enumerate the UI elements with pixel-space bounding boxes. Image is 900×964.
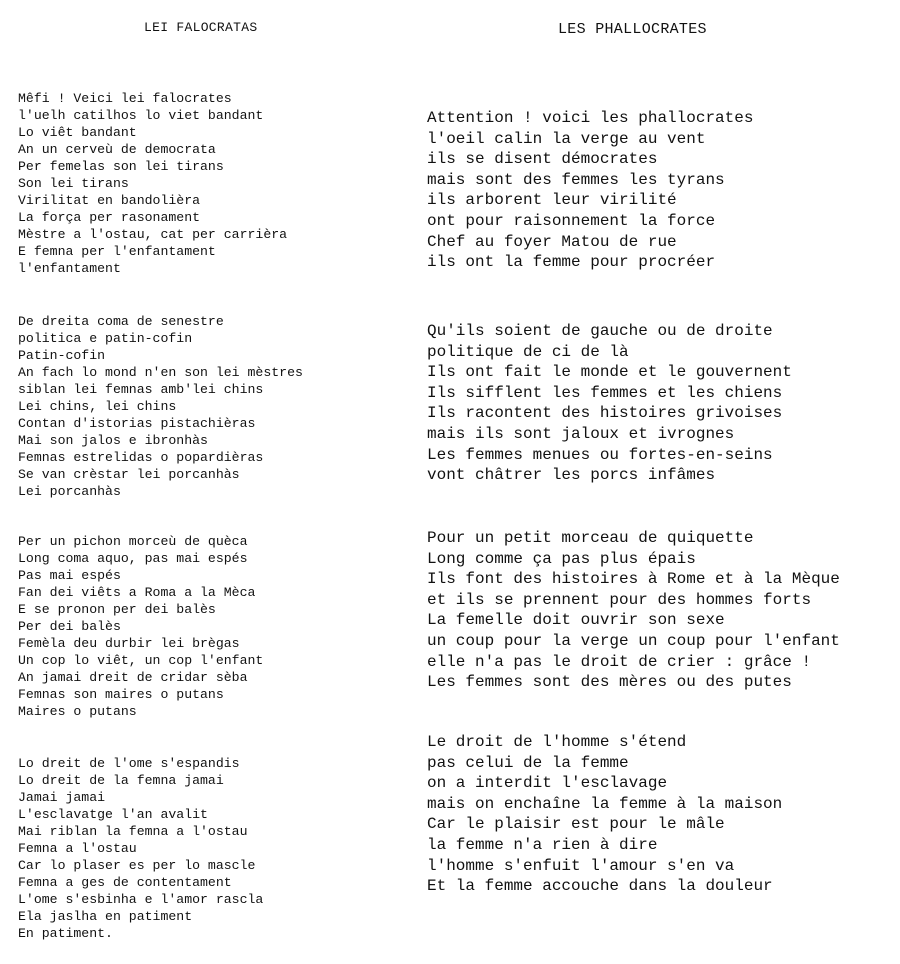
verse-line: Maires o putans [18, 704, 137, 719]
verse-line: ils se disent démocrates [427, 150, 658, 169]
verse-line: pas celui de la femme [427, 753, 629, 772]
verse-line: Qu'ils soient de gauche ou de droite [427, 322, 773, 340]
verse-line: Femnas estrelidas o popardièras [18, 450, 264, 465]
french-stanza-1 [427, 108, 753, 273]
verse-line: Jamai jamai [18, 790, 106, 805]
verse-line: Chef au foyer Matou de rue [427, 232, 677, 251]
verse-line: mais ils sont jaloux et ivrognes [427, 424, 735, 443]
verse-line: Femna a ges de contentament [18, 875, 232, 890]
verse-line: Ela jaslha en patiment [18, 909, 193, 924]
verse-line: Se van crèstar lei porcanhàs [18, 467, 240, 482]
verse-line: Lei chins, lei chins [18, 399, 177, 414]
verse-line: Long coma aquo, pas mai espés [18, 551, 248, 566]
verse-line: Lei porcanhàs [18, 484, 121, 499]
verse-line: Lo viêt bandant [18, 125, 137, 140]
verse-line: Le droit de l'homme s'étend [427, 733, 687, 751]
verse-line: E se pronon per dei balès [18, 602, 216, 617]
occitan-stanza-3 [18, 533, 263, 720]
verse-line: Ils ont fait le monde et le gouvernent [427, 363, 792, 382]
verse-line: ils arborent leur virilité [427, 191, 677, 210]
verse-line: L'ome s'esbinha e l'amor rascla [18, 892, 264, 907]
verse-line: Ils sifflent les femmes et les chiens [427, 383, 783, 402]
verse-line: l'uelh catilhos lo viet bandant [18, 108, 264, 123]
verse-line: Per un pichon morceù de quèca [18, 534, 248, 549]
verse-line: L'esclavatge l'an avalit [18, 807, 208, 822]
verse-line: elle n'a pas le droit de crier : grâce ! [427, 652, 812, 671]
occitan-stanza-4 [18, 755, 263, 942]
french-stanza-4 [427, 732, 782, 897]
verse-line: Son lei tirans [18, 176, 129, 191]
verse-line: mais sont des femmes les tyrans [427, 170, 725, 189]
verse-line: Femna a l'ostau [18, 841, 137, 856]
verse-line: Les femmes menues ou fortes-en-seins [427, 445, 773, 464]
verse-line: Virilitat en bandolièra [18, 193, 201, 208]
verse-line: Mèstre a l'ostau, cat per carrièra [18, 227, 288, 242]
verse-line: Car le plaisir est pour le mâle [427, 815, 725, 834]
verse-line: An fach lo mond n'en son lei mèstres [18, 365, 303, 380]
verse-line: E femna per l'enfantament [18, 244, 216, 259]
verse-line: En patiment. [18, 926, 113, 941]
verse-line: Femèla deu durbir lei brègas [18, 636, 240, 651]
verse-line: on a interdit l'esclavage [427, 774, 668, 793]
verse-line: Lo dreit de la femna jamai [18, 773, 224, 788]
verse-line: Mêfi ! Veici lei falocrates [18, 91, 232, 106]
verse-line: Et la femme accouche dans la douleur [427, 877, 773, 896]
verse-line: Per dei balès [18, 619, 121, 634]
verse-line: l'enfantament [18, 261, 121, 276]
verse-line: ont pour raisonnement la force [427, 211, 716, 230]
verse-line: politica e patin-cofin [18, 331, 193, 346]
french-title: LES PHALLOCRATES [558, 21, 707, 38]
verse-line: Pas mai espés [18, 568, 121, 583]
verse-line: l'homme s'enfuit l'amour s'en va [427, 856, 735, 875]
verse-line: Long comme ça pas plus épais [427, 549, 696, 568]
verse-line: la femme n'a rien à dire [427, 835, 658, 854]
verse-line: Per femelas son lei tirans [18, 159, 224, 174]
verse-line: La femelle doit ouvrir son sexe [427, 611, 725, 630]
verse-line: Patin-cofin [18, 348, 106, 363]
verse-line: un coup pour la verge un coup pour l'enfant [427, 631, 840, 650]
verse-line: mais on enchaîne la femme à la maison [427, 794, 783, 813]
verse-line: Femnas son maires o putans [18, 687, 224, 702]
verse-line: vont châtrer les porcs infâmes [427, 466, 716, 485]
french-stanza-2 [427, 321, 792, 486]
verse-line: Car lo plaser es per lo mascle [18, 858, 256, 873]
verse-line: An jamai dreit de cridar sèba [18, 670, 248, 685]
verse-line: Fan dei viêts a Roma a la Mèca [18, 585, 256, 600]
verse-line: Les femmes sont des mères ou des putes [427, 673, 792, 692]
verse-line: siblan lei femnas amb'lei chins [18, 382, 264, 397]
occitan-stanza-1 [18, 90, 287, 277]
verse-line: De dreita coma de senestre [18, 314, 224, 329]
occitan-title: LEI FALOCRATAS [144, 20, 258, 35]
verse-line: Contan d'istorias pistachièras [18, 416, 256, 431]
verse-line: ils ont la femme pour procréer [427, 253, 716, 272]
french-stanza-3 [427, 528, 840, 693]
verse-line: Attention ! voici les phallocrates [427, 109, 754, 127]
verse-line: Mai son jalos e ibronhàs [18, 433, 208, 448]
occitan-stanza-2 [18, 313, 303, 500]
verse-line: Un cop lo viêt, un cop l'enfant [18, 653, 264, 668]
verse-line: l'oeil calin la verge au vent [427, 129, 706, 148]
verse-line: Pour un petit morceau de quiquette [427, 529, 754, 547]
verse-line: politique de ci de là [427, 342, 629, 361]
verse-line: An un cerveù de democrata [18, 142, 216, 157]
verse-line: Ils font des histoires à Rome et à la Mèque [427, 570, 840, 589]
verse-line: Mai riblan la femna a l'ostau [18, 824, 248, 839]
verse-line: Lo dreit de l'ome s'espandis [18, 756, 240, 771]
verse-line: et ils se prennent pour des hommes forts [427, 590, 812, 609]
verse-line: La força per rasonament [18, 210, 201, 225]
verse-line: Ils racontent des histoires grivoises [427, 404, 783, 423]
